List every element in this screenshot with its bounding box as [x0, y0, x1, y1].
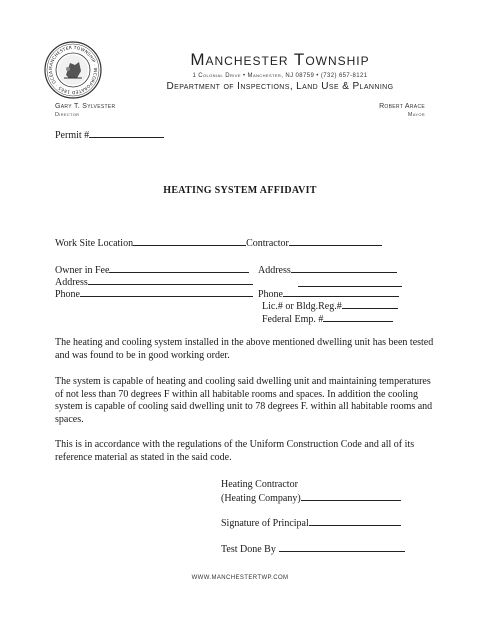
principal-signature-blank[interactable]	[309, 516, 401, 526]
permit-number-blank[interactable]	[89, 128, 164, 138]
owner-phone-blank[interactable]	[80, 287, 253, 297]
organization-address: 1 Colonial Drive • Manchester, NJ 08759 • (732) 657-8121	[192, 73, 368, 79]
test-done-label: Test Done By	[221, 544, 276, 555]
director-name: Gary T. Sylvester	[55, 103, 116, 110]
paragraph-regulations: This is in accordance with the regulations of the Uniform Construction Code and all of its reference material as stated in the said code.	[55, 439, 415, 463]
federal-blank[interactable]	[323, 312, 393, 322]
contractor-blank[interactable]	[289, 236, 382, 246]
owner-phone-label: Phone	[55, 289, 80, 300]
owner-address-label: Address	[55, 277, 88, 288]
seal-ring-text: MANCHESTER TOWNSHIP · INCORPORATED 1865 · OCEA	[48, 45, 98, 95]
work-site-label: Work Site Location	[55, 238, 134, 249]
contractor-address-blank[interactable]	[291, 263, 397, 273]
director-title: Director	[55, 112, 80, 118]
contractor-label: Contractor	[246, 238, 289, 249]
contractor-phone-label: Phone	[258, 289, 283, 300]
township-seal	[44, 41, 102, 99]
owner-blank[interactable]	[109, 263, 249, 273]
paragraph-tested: The heating and cooling system installed in the above mentioned dwelling unit has been tested and was found to be in good working order.	[55, 337, 434, 361]
test-done-row	[221, 542, 405, 556]
federal-label: Federal Emp. #	[262, 314, 324, 325]
permit-label: Permit #	[55, 130, 90, 141]
federal-row	[262, 312, 393, 326]
mayor-title: Mayor	[407, 112, 425, 118]
heating-contractor-label: Heating Contractor	[221, 479, 298, 490]
footer-website: WWW.MANCHESTERTWP.COM	[191, 575, 289, 581]
principal-row	[221, 516, 401, 530]
work-site-blank[interactable]	[133, 236, 246, 246]
contractor-address-label: Address	[258, 265, 291, 276]
permit-field	[55, 128, 164, 142]
paragraph-capability: The system is capable of heating and cooling said dwelling unit and maintaining temperatures of not less than 70 degrees F within all habitable rooms and spaces. In addition the cooling system is capable of cooling said dwelling unit to 78 degrees F. within all habitable rooms and spaces.	[55, 376, 433, 425]
organization-name: Manchester Township	[190, 50, 370, 69]
license-blank[interactable]	[342, 299, 398, 309]
owner-address-blank[interactable]	[88, 275, 253, 285]
work-site-row	[55, 236, 382, 250]
mayor-name: Robert Arace	[379, 103, 425, 110]
owner-label: Owner in Fee	[55, 265, 110, 276]
company-label: (Heating Company)	[221, 493, 301, 504]
license-label: Lic.# or Bldg.Reg.#	[262, 301, 342, 312]
contractor-address-row	[258, 263, 397, 277]
department-name: Department of Inspections, Land Use & Planning	[166, 81, 394, 92]
company-blank[interactable]	[301, 491, 401, 501]
owner-phone-row	[55, 287, 253, 301]
test-done-blank[interactable]	[279, 542, 405, 552]
company-row	[221, 491, 401, 505]
form-title: HEATING SYSTEM AFFIDAVIT	[163, 185, 317, 196]
principal-label: Signature of Principal	[221, 518, 309, 529]
license-row	[262, 299, 398, 313]
contractor-phone-blank[interactable]	[283, 287, 399, 297]
